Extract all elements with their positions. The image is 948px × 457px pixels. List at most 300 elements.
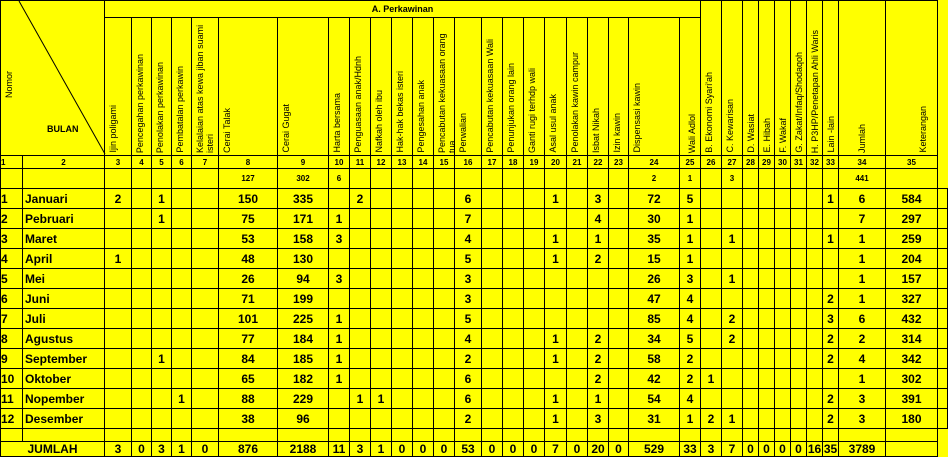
col-header-label: Lain -lain <box>826 116 836 153</box>
spacer-cell <box>545 429 567 442</box>
table-cell <box>503 409 524 429</box>
totals-cell: 0 <box>434 442 455 457</box>
col-header-label: Pembatalan perkawin <box>175 66 185 153</box>
col-header-label: G. Zakat/Infaq/Shodaqoh <box>794 52 804 153</box>
col-header-19 <box>524 18 545 156</box>
table-cell <box>938 309 948 329</box>
table-cell <box>503 389 524 409</box>
row-month: Oktober <box>23 369 105 389</box>
table-cell: 1 <box>329 349 350 369</box>
col-header-13 <box>392 18 413 156</box>
column-number: 24 <box>629 156 680 169</box>
table-cell: 327 <box>886 289 938 309</box>
column-number: 11 <box>350 156 371 169</box>
table-cell: 84 <box>219 349 278 369</box>
table-cell <box>105 269 132 289</box>
table-cell: 335 <box>278 189 329 209</box>
table-cell <box>759 229 775 249</box>
column-number: 3 <box>105 156 132 169</box>
col-header-4 <box>132 18 152 156</box>
table-cell: 1 <box>152 209 172 229</box>
table-cell <box>791 229 807 249</box>
table-cell <box>392 229 413 249</box>
table-cell <box>192 209 219 229</box>
carry-over-cell <box>152 169 172 189</box>
table-cell <box>938 189 948 209</box>
carry-over-cell <box>482 169 503 189</box>
table-cell <box>609 349 629 369</box>
totals-cell: 7 <box>722 442 743 457</box>
table-cell <box>567 269 588 289</box>
table-cell: 2 <box>722 329 743 349</box>
column-number: 22 <box>588 156 609 169</box>
table-cell: 1 <box>545 229 567 249</box>
table-cell <box>192 329 219 349</box>
table-cell <box>743 289 759 309</box>
totals-cell: 0 <box>743 442 759 457</box>
table-cell <box>329 189 350 209</box>
table-cell <box>192 389 219 409</box>
table-cell <box>609 309 629 329</box>
table-cell <box>152 269 172 289</box>
table-cell: 2 <box>823 289 839 309</box>
totals-cell: 3 <box>105 442 132 457</box>
table-cell <box>413 389 434 409</box>
col-header-label: D. Wasiat <box>746 114 756 153</box>
table-cell: 2 <box>455 409 482 429</box>
table-cell <box>192 229 219 249</box>
table-cell <box>192 189 219 209</box>
totals-cell: 0 <box>791 442 807 457</box>
table-cell <box>567 209 588 229</box>
table-cell <box>567 249 588 269</box>
table-cell: 2 <box>823 329 839 349</box>
table-cell <box>791 189 807 209</box>
table-cell <box>132 229 152 249</box>
group-title-perkawinan: A. Perkawinan <box>105 1 701 18</box>
col-header-label: Pencegahan perkawinan <box>135 53 145 153</box>
table-cell: 2 <box>588 369 609 389</box>
col-header-10 <box>329 18 350 156</box>
table-cell <box>434 289 455 309</box>
table-cell <box>152 329 172 349</box>
table-cell <box>938 329 948 349</box>
table-cell: 4 <box>680 389 701 409</box>
table-cell: 1 <box>722 409 743 429</box>
table-cell <box>823 249 839 269</box>
table-cell <box>775 269 791 289</box>
spacer-cell <box>823 429 839 442</box>
table-cell <box>743 389 759 409</box>
table-cell: 1 <box>545 349 567 369</box>
table-cell: 1 <box>172 389 192 409</box>
table-cell <box>759 269 775 289</box>
table-cell <box>371 289 392 309</box>
col-header-21 <box>567 18 588 156</box>
column-number: 6 <box>172 156 192 169</box>
row-month: Desember <box>23 409 105 429</box>
col-header-label: Penolakan perkawinan <box>155 61 165 153</box>
table-cell: 1 <box>371 389 392 409</box>
carry-over-cell <box>192 169 219 189</box>
col-header-6 <box>172 18 192 156</box>
table-cell: 2 <box>722 309 743 329</box>
table-cell: 1 <box>680 249 701 269</box>
table-row <box>1 309 948 329</box>
table-cell <box>413 269 434 289</box>
table-cell <box>172 249 192 269</box>
table-cell: 3 <box>839 389 886 409</box>
table-cell: 180 <box>886 409 938 429</box>
table-cell: 150 <box>219 189 278 209</box>
table-cell <box>938 229 948 249</box>
column-number: 32 <box>807 156 823 169</box>
table-cell <box>434 229 455 249</box>
table-cell <box>791 209 807 229</box>
table-cell <box>350 369 371 389</box>
col-header-3 <box>105 18 132 156</box>
spacer-cell <box>132 429 152 442</box>
table-cell <box>609 249 629 269</box>
col-header-label: C. Kewarisan <box>725 99 735 153</box>
col-header-27 <box>722 1 743 156</box>
table-cell <box>503 249 524 269</box>
table-cell: 2 <box>455 349 482 369</box>
spacer-cell <box>886 429 938 442</box>
table-row <box>1 369 948 389</box>
spacer-cell <box>219 429 278 442</box>
table-cell <box>434 189 455 209</box>
column-number: 9 <box>278 156 329 169</box>
table-cell <box>807 389 823 409</box>
table-row <box>1 289 948 309</box>
totals-cell: 1 <box>172 442 192 457</box>
table-cell <box>775 189 791 209</box>
table-cell: 1 <box>680 409 701 429</box>
totals-cell: 0 <box>503 442 524 457</box>
table-cell <box>503 189 524 209</box>
table-cell <box>524 269 545 289</box>
table-cell <box>482 209 503 229</box>
table-cell <box>609 409 629 429</box>
column-number: 12 <box>371 156 392 169</box>
table-cell <box>413 409 434 429</box>
table-cell <box>938 389 948 409</box>
table-cell <box>413 309 434 329</box>
column-number: 35 <box>886 156 938 169</box>
table-cell: 42 <box>629 369 680 389</box>
table-cell <box>350 409 371 429</box>
table-cell: 1 <box>152 349 172 369</box>
totals-cell: 16 <box>807 442 822 456</box>
totals-cell: 0 <box>132 442 152 457</box>
table-cell <box>392 269 413 289</box>
column-number: 21 <box>567 156 588 169</box>
col-header-label: Pencabutan kekuasaan Wali <box>485 39 495 153</box>
table-cell <box>105 209 132 229</box>
table-cell <box>807 369 823 389</box>
col-header-35 <box>886 1 938 156</box>
column-number: 26 <box>701 156 722 169</box>
carry-over-month <box>23 169 105 189</box>
table-cell <box>434 369 455 389</box>
table-cell <box>434 249 455 269</box>
col-header-label: Asal usul anak <box>548 94 558 153</box>
table-cell <box>132 309 152 329</box>
spacer-cell <box>680 429 701 442</box>
table-cell <box>938 289 948 309</box>
col-header-label: F. Wakaf <box>778 118 788 153</box>
table-cell <box>152 249 172 269</box>
table-cell <box>524 309 545 329</box>
table-cell: 158 <box>278 229 329 249</box>
table-cell <box>105 389 132 409</box>
table-cell <box>482 349 503 369</box>
totals-cell: 0 <box>609 442 629 457</box>
table-cell: 26 <box>219 269 278 289</box>
table-cell <box>482 309 503 329</box>
table-cell <box>722 369 743 389</box>
table-cell <box>172 329 192 349</box>
row-number: 6 <box>1 289 23 309</box>
table-cell: 3 <box>588 409 609 429</box>
row-month: September <box>23 349 105 369</box>
table-cell <box>329 409 350 429</box>
table-cell: 4 <box>588 209 609 229</box>
table-cell: 2 <box>105 189 132 209</box>
table-cell <box>567 409 588 429</box>
table-cell <box>567 349 588 369</box>
table-cell: 47 <box>629 289 680 309</box>
table-cell <box>588 309 609 329</box>
spacer-cell <box>192 429 219 442</box>
col-header-label: Kelalaian atas kewa jiban suami isteri <box>195 24 215 153</box>
column-number: 1 <box>1 156 23 169</box>
table-cell <box>743 309 759 329</box>
totals-cell: 35 <box>823 442 838 456</box>
table-cell: 199 <box>278 289 329 309</box>
table-cell <box>722 249 743 269</box>
table-cell <box>434 329 455 349</box>
table-cell <box>524 329 545 349</box>
col-header-16 <box>455 18 482 156</box>
table-row <box>1 249 948 269</box>
table-cell <box>329 249 350 269</box>
table-cell <box>743 369 759 389</box>
table-cell <box>413 249 434 269</box>
table-cell <box>775 209 791 229</box>
column-number: 23 <box>609 156 629 169</box>
table-cell <box>609 189 629 209</box>
table-cell <box>775 329 791 349</box>
table-cell <box>350 249 371 269</box>
table-cell: 1 <box>839 369 886 389</box>
table-cell <box>105 349 132 369</box>
totals-cell: 529 <box>629 442 680 457</box>
table-cell <box>482 389 503 409</box>
col-header-20 <box>545 18 567 156</box>
table-cell <box>807 229 823 249</box>
carry-over-cell <box>503 169 524 189</box>
table-cell <box>482 229 503 249</box>
table-cell: 1 <box>722 229 743 249</box>
row-number: 5 <box>1 269 23 289</box>
table-cell <box>609 209 629 229</box>
spacer-cell <box>743 429 759 442</box>
row-number: 7 <box>1 309 23 329</box>
col-header-label: Harta bersama <box>332 93 342 153</box>
col-header-label: Perwalian <box>458 113 468 153</box>
table-cell <box>105 409 132 429</box>
nomor-bulan-header <box>1 1 105 156</box>
table-cell <box>371 209 392 229</box>
table-cell <box>503 369 524 389</box>
column-number: 16 <box>455 156 482 169</box>
table-cell <box>701 269 722 289</box>
col-header-5 <box>152 18 172 156</box>
table-cell <box>392 369 413 389</box>
table-cell: 75 <box>219 209 278 229</box>
table-cell <box>823 269 839 289</box>
totals-row <box>1 442 948 457</box>
table-cell <box>371 229 392 249</box>
table-cell <box>392 289 413 309</box>
table-cell <box>392 309 413 329</box>
table-cell <box>371 369 392 389</box>
column-number: 30 <box>775 156 791 169</box>
spacer-cell <box>791 429 807 442</box>
table-cell <box>759 369 775 389</box>
carry-over-cell <box>775 169 791 189</box>
row-number: 8 <box>1 329 23 349</box>
column-number: 14 <box>413 156 434 169</box>
table-cell <box>823 369 839 389</box>
totals-cell: 0 <box>392 442 413 457</box>
table-cell <box>503 269 524 289</box>
table-cell <box>567 189 588 209</box>
table-cell: 1 <box>329 369 350 389</box>
table-cell <box>759 189 775 209</box>
table-cell <box>567 329 588 349</box>
table-cell <box>434 409 455 429</box>
table-cell: 65 <box>219 369 278 389</box>
table-cell <box>482 189 503 209</box>
col-header-34 <box>839 1 886 156</box>
table-cell <box>503 229 524 249</box>
table-cell: 85 <box>629 309 680 329</box>
table-cell <box>609 269 629 289</box>
table-cell <box>413 209 434 229</box>
table-cell <box>482 249 503 269</box>
table-cell <box>350 269 371 289</box>
carry-over-cell: 127 <box>219 169 278 189</box>
table-cell <box>350 329 371 349</box>
table-cell <box>524 369 545 389</box>
totals-cell: 0 <box>192 442 219 457</box>
table-cell: 5 <box>455 309 482 329</box>
table-cell <box>938 209 948 229</box>
row-month: Juli <box>23 309 105 329</box>
table-row <box>1 349 948 369</box>
table-cell: 1 <box>823 229 839 249</box>
column-number: 25 <box>680 156 701 169</box>
table-cell: 4 <box>839 349 886 369</box>
spacer-cell <box>567 429 588 442</box>
totals-cell: 0 <box>775 442 791 457</box>
col-header-label: Hak-hak bekas isteri <box>395 71 405 153</box>
table-cell <box>105 309 132 329</box>
table-cell <box>791 329 807 349</box>
table-cell <box>938 269 948 289</box>
spacer-cell <box>350 429 371 442</box>
table-cell <box>132 249 152 269</box>
table-cell <box>938 409 948 429</box>
table-cell <box>609 329 629 349</box>
table-cell <box>192 269 219 289</box>
table-cell: 1 <box>545 409 567 429</box>
table-cell: 6 <box>839 189 886 209</box>
table-cell <box>392 409 413 429</box>
table-cell <box>759 389 775 409</box>
spacer-cell <box>172 429 192 442</box>
col-header-29 <box>759 1 775 156</box>
carry-over-cell <box>413 169 434 189</box>
table-cell <box>775 249 791 269</box>
table-cell <box>132 409 152 429</box>
spacer-cell <box>278 429 329 442</box>
spacer-cell <box>807 429 823 442</box>
totals-cell: 876 <box>219 442 278 457</box>
table-cell: 1 <box>839 269 886 289</box>
col-header-28 <box>743 1 759 156</box>
table-cell <box>371 249 392 269</box>
col-header-label: Isbat Nikah <box>591 107 601 153</box>
table-cell: 1 <box>823 189 839 209</box>
table-cell <box>152 309 172 329</box>
table-cell <box>609 389 629 409</box>
table-cell <box>759 349 775 369</box>
table-cell <box>392 249 413 269</box>
table-cell <box>172 349 192 369</box>
table-cell <box>701 389 722 409</box>
totals-cell: 53 <box>455 442 482 457</box>
table-cell <box>192 309 219 329</box>
totals-cell: 0 <box>482 442 503 457</box>
table-cell: 302 <box>886 369 938 389</box>
table-cell <box>434 349 455 369</box>
table-cell: 584 <box>886 189 938 209</box>
table-cell: 54 <box>629 389 680 409</box>
col-header-label: Cerai Gugat <box>281 104 291 153</box>
table-cell: 1 <box>329 329 350 349</box>
carry-over-cell <box>701 169 722 189</box>
col-header-label: Penolakan kawin campur <box>570 52 580 153</box>
table-cell <box>588 269 609 289</box>
table-cell: 2 <box>839 329 886 349</box>
carry-over-cell <box>791 169 807 189</box>
table-cell: 5 <box>680 189 701 209</box>
carry-over-cell <box>350 169 371 189</box>
table-cell: 1 <box>588 389 609 409</box>
table-cell: 3 <box>455 269 482 289</box>
table-cell: 4 <box>455 229 482 249</box>
carry-over-cell: 2 <box>629 169 680 189</box>
totals-cell: 3789 <box>839 442 886 457</box>
row-month: Nopember <box>23 389 105 409</box>
totals-cell: 0 <box>759 442 775 457</box>
table-cell <box>701 189 722 209</box>
table-cell: 26 <box>629 269 680 289</box>
